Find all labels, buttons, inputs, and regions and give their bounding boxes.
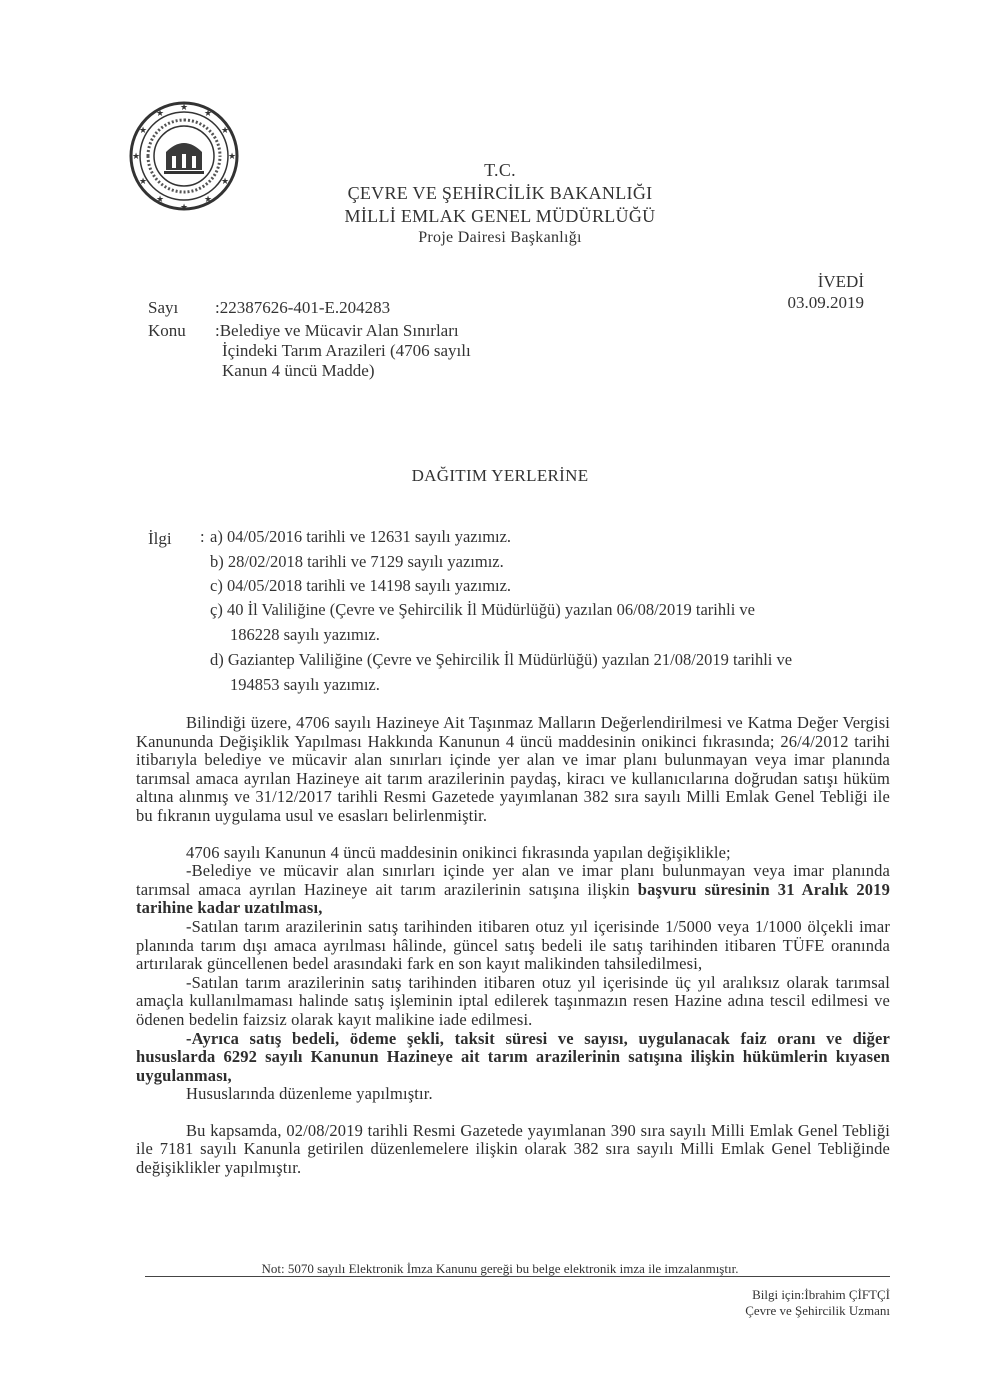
svg-text:★: ★	[138, 177, 148, 187]
svg-text:★: ★	[179, 203, 189, 212]
ilgi-colon: :	[200, 527, 205, 546]
paragraph-analogous-provisions: -Ayrıca satış bedeli, ödeme şekli, taksit süresi ve sayısı, uygulanacak faiz oranı ve diğer hususlarda 6292 sayılı Kanunun Hazineye ait tarım arazilerinin satışına ilişkin hükümlerin kıyasen uygulanması,	[136, 1028, 890, 1085]
ilgi-item-cc-line-2: 186228 sayılı yazımız.	[230, 625, 380, 644]
footer-divider	[145, 1276, 890, 1277]
paragraph-cancellation: -Satılan tarım arazilerinin satış tarihinden itibaren otuz yıl içerisinde üç yıl aralıksız olarak tarımsal amaçla kullanılmaması halinde satış işleminin iptal edilerek taşınmazın resen Hazine adına tescil edilmesi ve ödenen bedelin faizsiz olarak kayıt malikine iade edilmesi.	[136, 972, 890, 1029]
sayi-value: :22387626-401-E.204283	[215, 298, 391, 317]
application-period-text: -Belediye ve mücavir alan sınırları içinde yer alan ve imar planı bulunmayan veya imar planında tarımsal amaca ayrılan Hazineye ait tarım arazilerinin satışına ilişkin	[136, 861, 890, 899]
header-department: Proje Dairesi Başkanlığı	[418, 229, 582, 246]
ilgi-item-cc-line-1: ç) 40 İl Valiliğine (Çevre ve Şehircilik İl Müdürlüğü) yazılan 06/08/2019 tarihli ve	[210, 600, 755, 619]
recipient-heading: DAĞITIM YERLERİNE	[411, 466, 589, 485]
svg-text:★: ★	[138, 126, 148, 136]
konu-line-2: İçindeki Tarım Arazileri (4706 sayılı	[222, 341, 471, 360]
svg-text:★: ★	[220, 126, 230, 136]
priority-label: İVEDİ	[817, 272, 864, 291]
ilgi-label: İlgi	[148, 529, 172, 548]
ilgi-item-c: c) 04/05/2018 tarihli ve 14198 sayılı yazımız.	[210, 576, 512, 595]
svg-text:★: ★	[227, 152, 237, 162]
konu-label: Konu	[148, 321, 186, 340]
paragraph-intro: Bilindiği üzere, 4706 sayılı Hazineye Ait Taşınmaz Malların Değerlendirilmesi ve Katma Değer Vergisi Kanununda Değişiklik Yapılması Hakkında Kanunun 4 üncü maddesinin onikinci fıkrasında; 26/4/2012 tarihi itibarıyla belediye ve mücavir alan sınırları içinde yer alan ve imar planı bulunmayan veya imar planında tarımsal amaca ayrılan Hazineye ait tarım arazilerinin paydaş, kiracı ve kullanıcılarına doğrudan satışı hüküm altına alınmış ve 31/12/2017 tarihli Resmi Gazetede yayımlanan 382 sıra sayılı Milli Emlak Genel Tebliği ile bu fıkranın uygulama usul ve esasları belirlenmiştir.	[136, 713, 890, 825]
konu-line-3: Kanun 4 üncü Madde)	[222, 361, 375, 380]
ilgi-item-b: b) 28/02/2018 tarihli ve 7129 sayılı yazımız.	[210, 552, 504, 571]
contact-title: Çevre ve Şehircilik Uzmanı	[745, 1303, 890, 1318]
sayi-label: Sayı	[148, 298, 179, 317]
header-ministry: ÇEVRE VE ŞEHİRCİLİK BAKANLIĞI	[347, 183, 653, 203]
header-directorate: MİLLİ EMLAK GENEL MÜDÜRLÜĞÜ	[344, 206, 656, 226]
paragraph-regulation-changes: Bu kapsamda, 02/08/2019 tarihli Resmi Gazetede yayımlanan 390 sıra sayılı Milli Emlak Genel Tebliği ile 7181 sayılı Kanunla getirilen düzenlemelere ilişkin olarak 382 sıra sayılı Milli Emlak Genel Tebliğinde değişiklikler yapılmıştır.	[136, 1120, 890, 1178]
svg-text:★: ★	[179, 103, 189, 113]
svg-text:★: ★	[203, 195, 213, 205]
contact-name: Bilgi için:İbrahim ÇİFTÇİ	[752, 1287, 890, 1302]
paragraph-amendment: 4706 sayılı Kanunun 4 üncü maddesinin onikinci fıkrasında yapılan değişiklikle;	[186, 842, 731, 862]
letter-body	[136, 714, 890, 1178]
konu-line-1: :Belediye ve Mücavir Alan Sınırları	[215, 321, 459, 340]
svg-text:★: ★	[131, 152, 141, 162]
document-date: 03.09.2019	[787, 293, 864, 312]
paragraph-conclusion: Hususlarında düzenleme yapılmıştır.	[186, 1084, 433, 1104]
ilgi-item-d-line-1: d) Gaziantep Valiliğine (Çevre ve Şehircilik İl Müdürlüğü) yazılan 21/08/2019 tarihli ve	[210, 650, 793, 669]
paragraph-price-difference: -Satılan tarım arazilerinin satış tarihinden itibaren otuz yıl içerisinde 1/5000 veya 1/1000 ölçekli imar planında tarım dışı amaca ayrılması hâlinde, güncel satış bedeli ile satış tarihinden itibaren TÜFE oranında artırılarak güncellenen bedel arasındaki fark en son kayıt malikinden tahsiledilmesi,	[136, 916, 890, 974]
svg-text:★: ★	[203, 109, 213, 119]
ilgi-item-a: a) 04/05/2016 tarihli ve 12631 sayılı yazımız.	[210, 527, 512, 546]
svg-text:★: ★	[220, 177, 230, 187]
ilgi-item-d-line-2: 194853 sayılı yazımız.	[230, 675, 380, 694]
header-tc: T.C.	[484, 160, 516, 180]
svg-text:★: ★	[155, 109, 165, 119]
svg-text:★: ★	[155, 195, 165, 205]
e-signature-note: Not: 5070 sayılı Elektronik İmza Kanunu gereği bu belge elektronik imza ile imzalanmıştır.	[261, 1261, 739, 1276]
application-deadline-text: başvuru süresinin 31 Aralık 2019 tarihine kadar uzatılması,	[136, 879, 890, 918]
paragraph-application-period	[136, 862, 890, 918]
